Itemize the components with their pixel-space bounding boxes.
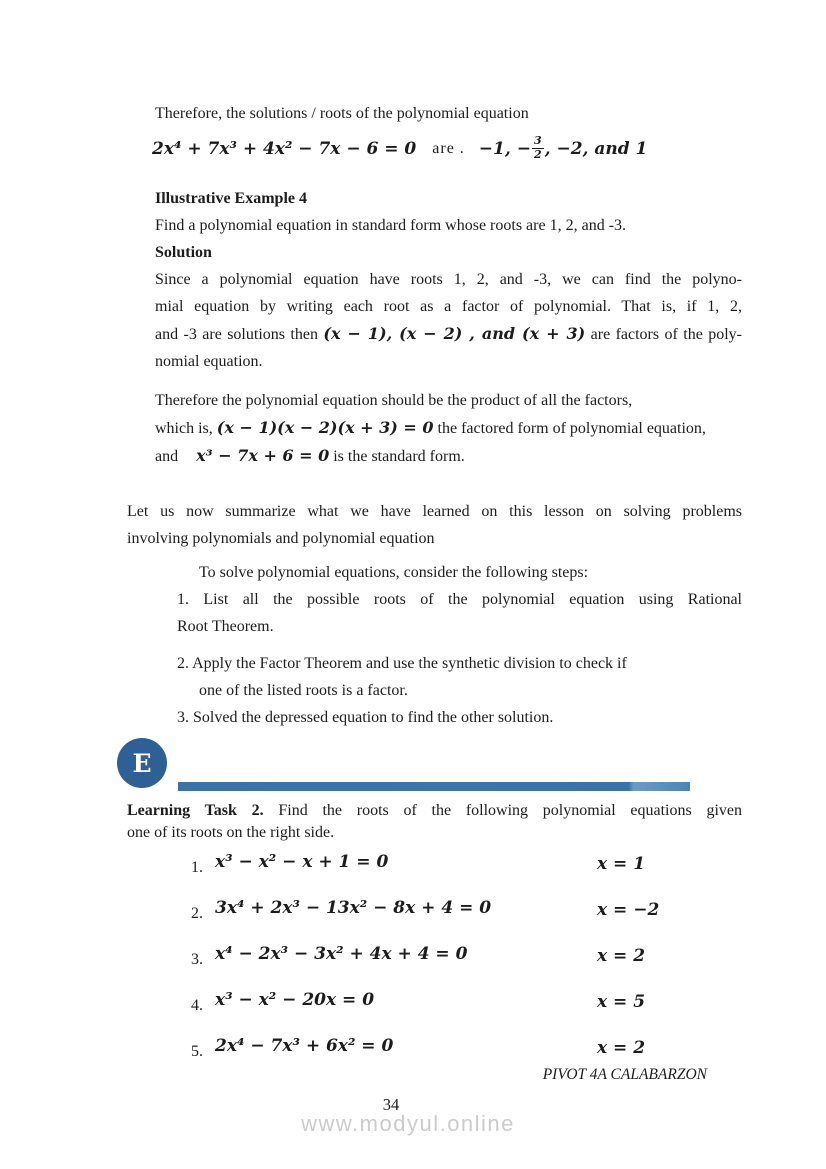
item-root: x = −2 (597, 900, 660, 920)
example-heading: Illustrative Example 4 (155, 190, 307, 207)
section-e-divider (127, 738, 742, 792)
step-2-line-2: one of the listed roots is a factor. (199, 682, 408, 699)
watermark-url: www.modyul.online (301, 1111, 515, 1136)
solution-line-1: Since a polynomial equation have roots 1, 2, and -3, we can find the polyno- (155, 271, 742, 288)
example-prompt: Find a polynomial equation in standard form whose roots are 1, 2, and -3. (155, 217, 627, 234)
item-equation: 2x⁴ − 7x³ + 6x² = 0 (215, 1036, 394, 1056)
step-3: 3. Solved the depressed equation to find the other solution. (177, 709, 554, 726)
section-e-badge-icon: E (117, 738, 167, 788)
item-equation: 3x⁴ + 2x³ − 13x² − 8x + 4 = 0 (215, 898, 492, 918)
polynomial-equation: 2x⁴ + 7x³ + 4x² − 7x − 6 = 0 (152, 139, 417, 159)
equation-list (191, 852, 742, 1066)
summary-paragraph (127, 498, 742, 552)
solution-line-4: nomial equation. (155, 353, 263, 370)
item-number: 2. (191, 905, 203, 922)
equation-row-3 (191, 944, 742, 974)
intro-equation-row (152, 130, 742, 168)
therefore-line-1: Therefore the polynomial equation should be the product of all the factors, (155, 392, 633, 409)
item-root: x = 2 (597, 1038, 646, 1058)
item-root: x = 2 (597, 946, 646, 966)
equation-row-4 (191, 990, 742, 1020)
item-number: 3. (191, 951, 203, 968)
are-label: are . (432, 140, 465, 157)
learning-task-heading (127, 800, 742, 844)
fraction-numerator: 3 (533, 134, 542, 148)
task-title-line-2: one of its roots on the right side. (127, 824, 335, 841)
therefore-line-3: and x³ − 7x + 6 = 0 is the standard form. (155, 446, 465, 465)
roots-prefix: −1, − (478, 139, 531, 159)
steps-intro: To solve polynomial equations, consider the following steps: (199, 564, 589, 581)
item-root: x = 5 (597, 992, 646, 1012)
steps-block (127, 559, 742, 731)
summary-line-1: Let us now summarize what we have learned on this lesson on solving problems (127, 503, 742, 520)
task-title-bold: Learning Task 2. (127, 802, 264, 819)
item-equation: x⁴ − 2x³ − 3x² + 4x + 4 = 0 (215, 944, 468, 964)
intro-line: Therefore, the solutions / roots of the polynomial equation (155, 105, 529, 122)
equation-row-1 (191, 852, 742, 882)
therefore-line-2: which is, (x − 1)(x − 2)(x + 3) = 0 the factored form of polynomial equation, (155, 418, 706, 437)
therefore-paragraph (155, 387, 742, 470)
solution-line-3: and -3 are solutions then (x − 1), (x − 2) , and (x + 3) are factors of the poly- (155, 324, 743, 343)
solution-line-2: mial equation by writing each root as a factor of polynomial. That is, if 1, 2, (155, 298, 742, 315)
summary-line-2: involving polynomials and polynomial equation (127, 530, 435, 547)
section-divider-bar (178, 782, 690, 791)
solution-label: Solution (155, 244, 212, 261)
fraction-three-halves (532, 135, 544, 160)
item-number: 1. (191, 859, 203, 876)
footer-brand: PIVOT 4A CALABARZON (542, 1066, 707, 1083)
solution-paragraph (155, 266, 742, 375)
task-title-line-1: Learning Task 2. Find the roots of the following polynomial equations given (127, 802, 743, 819)
item-root: x = 1 (597, 854, 646, 874)
roots-suffix: , −2, and 1 (544, 139, 648, 159)
factored-form-math: (x − 1)(x − 2)(x + 3) = 0 (216, 418, 434, 437)
item-number: 5. (191, 1043, 203, 1060)
page-number: 34 (382, 1095, 400, 1114)
step-1-line-1: 1. List all the possible roots of the polynomial equation using Rational (177, 591, 742, 608)
equation-row-2 (191, 898, 742, 928)
factors-inline-math: (x − 1), (x − 2) , and (x + 3) (323, 324, 586, 343)
standard-form-math: x³ − 7x + 6 = 0 (196, 446, 330, 465)
step-1-line-2: Root Theorem. (177, 618, 274, 635)
item-number: 4. (191, 997, 203, 1014)
fraction-denominator: 2 (533, 147, 542, 161)
item-equation: x³ − x² − x + 1 = 0 (215, 852, 389, 872)
equation-row-5 (191, 1036, 742, 1066)
step-2-line-1: 2. Apply the Factor Theorem and use the synthetic division to check if (177, 655, 627, 672)
roots-list (479, 136, 648, 161)
item-equation: x³ − x² − 20x = 0 (215, 990, 375, 1010)
